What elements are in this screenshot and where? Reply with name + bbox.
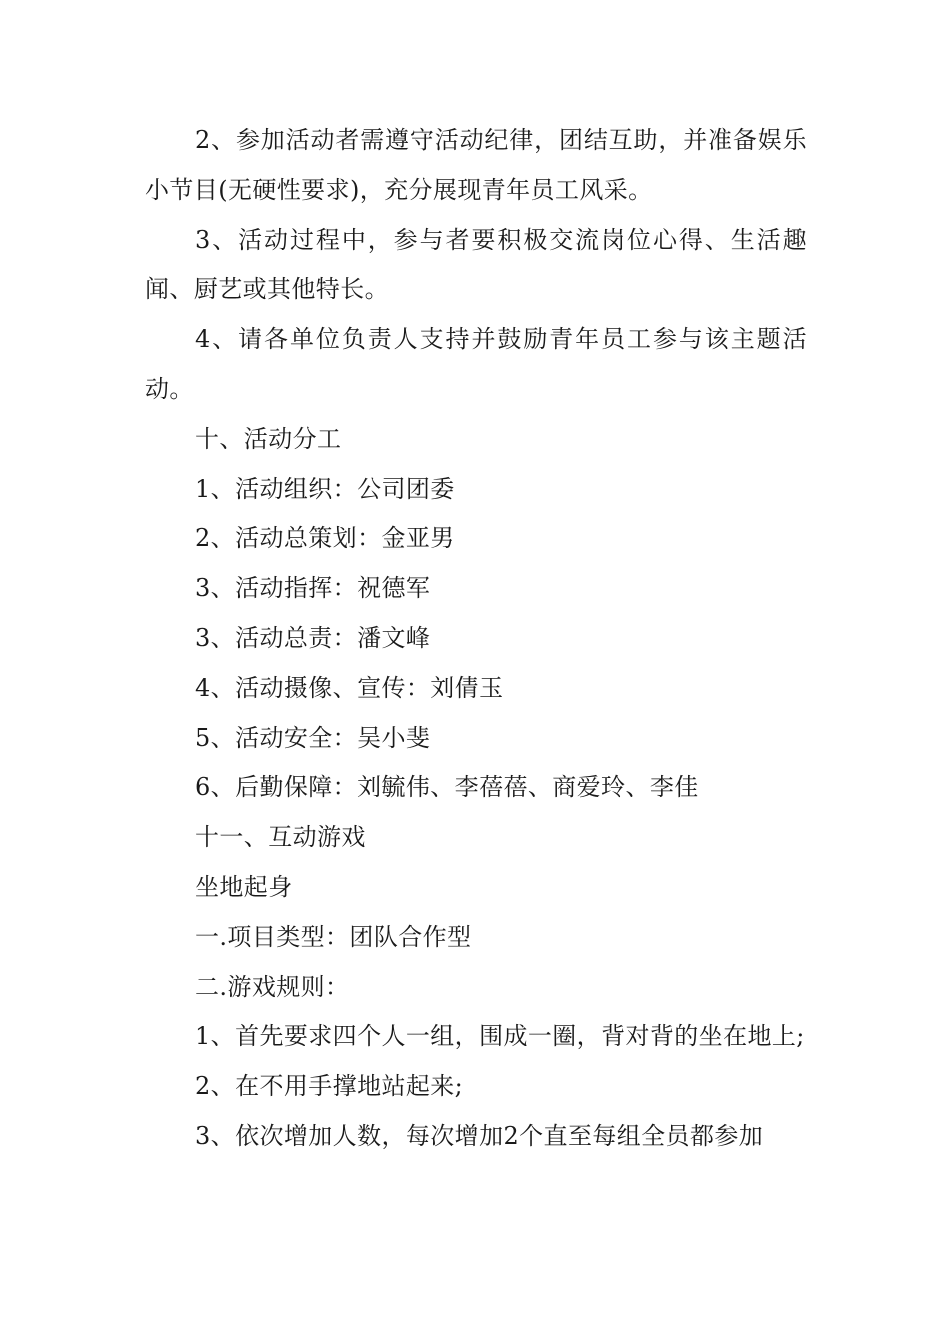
game-title: 坐地起身	[195, 872, 293, 901]
division-item-photography: 4、活动摄像、宣传：刘倩玉	[195, 673, 504, 702]
division-item-organizer: 1、活动组织：公司团委	[195, 474, 455, 503]
paragraph-requirement-4: 4、请各单位负责人支持并鼓励青年员工参与该主题活动。	[145, 325, 807, 403]
division-item-commander: 3、活动指挥：祝德军	[195, 574, 431, 603]
division-item-logistics: 6、后勤保障：刘毓伟、李蓓蓓、商爱玲、李佳	[195, 773, 699, 802]
document-body	[145, 116, 807, 1162]
division-item-safety: 5、活动安全：吴小斐	[195, 723, 431, 752]
game-type: 一.项目类型：团队合作型	[195, 922, 472, 951]
section-heading-games: 十一、互动游戏	[195, 823, 366, 852]
paragraph-requirement-2: 2、参加活动者需遵守活动纪律，团结互助，并准备娱乐小节目(无硬性要求)，充分展现青年员工风采。	[145, 126, 807, 204]
game-rules-heading: 二.游戏规则：	[195, 972, 350, 1001]
paragraph-requirement-3: 3、活动过程中，参与者要积极交流岗位心得、生活趣闻、厨艺或其他特长。	[145, 225, 807, 304]
game-rule-2: 2、在不用手撑地站起来;	[195, 1072, 464, 1101]
section-heading-division: 十、活动分工	[195, 424, 342, 453]
division-item-responsible: 3、活动总责：潘文峰	[195, 623, 431, 652]
division-item-planner: 2、活动总策划：金亚男	[195, 524, 455, 553]
game-rule-1: 1、首先要求四个人一组，围成一圈，背对背的坐在地上;	[195, 1022, 805, 1051]
game-rule-3: 3、依次增加人数，每次增加2个直至每组全员都参加	[195, 1121, 764, 1150]
